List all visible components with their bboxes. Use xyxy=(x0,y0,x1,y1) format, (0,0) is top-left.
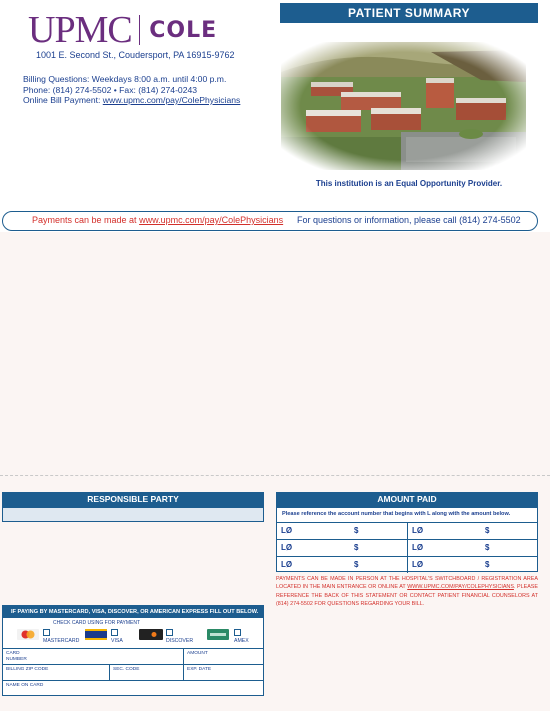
logo-cole-text: COLE xyxy=(149,17,218,43)
payments-text: Payments can be made at xyxy=(32,215,137,225)
mastercard-checkbox[interactable] xyxy=(43,629,50,636)
upmc-cole-logo xyxy=(28,10,217,50)
amex-icon xyxy=(207,629,229,640)
account-prefix: LØ xyxy=(412,543,424,552)
responsible-party-field[interactable] xyxy=(2,507,264,522)
amex-checkbox[interactable] xyxy=(234,629,241,636)
visa-checkbox[interactable] xyxy=(111,629,118,636)
account-amount-field[interactable] xyxy=(407,523,537,539)
dollar-sign: $ xyxy=(354,526,359,535)
credit-card-form xyxy=(2,605,264,696)
account-amount-field[interactable] xyxy=(407,540,537,556)
billing-questions-hours: Billing Questions: Weekdays 8:00 a.m. until 4:00 p.m. xyxy=(23,74,227,84)
phone-fax-line: Phone: (814) 274-5502 • Fax: (814) 274-0243 xyxy=(23,84,198,95)
card-number-field[interactable]: CARD NUMBER xyxy=(6,651,27,662)
logo-separator xyxy=(139,15,141,45)
tear-off-line xyxy=(0,475,550,476)
responsible-party-header: RESPONSIBLE PARTY xyxy=(2,492,264,507)
questions-phone-text: For questions or information, please call (814) 274-5502 xyxy=(297,215,521,225)
amount-paid-instructions: Please reference the account number that begins with L along with the amount below. xyxy=(282,511,511,517)
mastercard-label: MASTERCARD xyxy=(43,638,80,644)
amount-row xyxy=(277,522,537,539)
account-prefix: LØ xyxy=(412,560,424,569)
account-amount-field[interactable] xyxy=(277,523,407,539)
account-prefix: LØ xyxy=(281,526,293,535)
disclaimer-text-2: . PLEASE REFERENCE THE BACK OF THIS STATEMENT OR CONTACT PATIENT FINANCIAL COUNSELORS AT (814) 274-5502 FOR QUESTIONS REGARDING YOUR BILL. xyxy=(276,584,538,608)
account-prefix: LØ xyxy=(281,543,293,552)
dollar-sign: $ xyxy=(354,543,359,552)
mastercard-icon xyxy=(17,629,39,640)
disclaimer-link[interactable]: WWW.UPMC.COM/PAY/COLEPHYSICIANS xyxy=(407,584,514,591)
disclaimer-text-1: PAYMENTS CAN BE MADE IN PERSON AT THE HOSPITAL'S SWITCHBOARD / REGISTRATION AREA LOCATED IN THE MAIN ENTRANCE OR ONLINE AT xyxy=(276,576,538,591)
amount-row xyxy=(277,539,537,556)
card-type-options xyxy=(3,627,263,647)
dollar-sign: $ xyxy=(485,543,490,552)
billing-contact-block xyxy=(23,74,240,106)
account-amount-field[interactable] xyxy=(277,540,407,556)
payment-disclaimer xyxy=(276,575,538,609)
payments-link[interactable]: www.upmc.com/pay/ColePhysicians xyxy=(139,215,284,225)
online-bill-payment-line xyxy=(23,95,240,106)
payments-info xyxy=(32,212,283,229)
logo-upmc-text: UPMC xyxy=(28,9,132,51)
account-amount-field[interactable] xyxy=(407,557,537,573)
discover-checkbox[interactable] xyxy=(166,629,173,636)
cc-row xyxy=(3,680,263,696)
equal-opportunity-statement: This institution is an Equal Opportunity Provider. xyxy=(315,179,503,188)
visa-label: VISA xyxy=(111,638,123,644)
amount-paid-header: AMOUNT PAID xyxy=(276,492,538,507)
visa-icon xyxy=(85,629,107,640)
dollar-sign: $ xyxy=(485,526,490,535)
patient-summary-title: PATIENT SUMMARY xyxy=(280,3,538,23)
billing-zip-field[interactable]: BILLING ZIP CODE xyxy=(6,667,49,672)
amount-field[interactable]: AMOUNT xyxy=(183,649,263,664)
credit-card-form-title: IF PAYING BY MASTERCARD, VISA, DISCOVER, OR AMERICAN EXPRESS FILL OUT BELOW. xyxy=(3,606,263,618)
online-payment-label: Online Bill Payment: xyxy=(23,95,101,105)
discover-label: DISCOVER xyxy=(166,638,194,644)
online-payment-link[interactable]: www.upmc.com/pay/ColePhysicians xyxy=(102,95,241,105)
exp-date-field[interactable]: EXP. DATE xyxy=(183,665,263,680)
amount-row xyxy=(277,556,537,573)
check-card-instruction: CHECK CARD USING FOR PAYMENT xyxy=(53,620,141,626)
payment-info-banner xyxy=(2,211,538,231)
facility-address: 1001 E. Second St., Coudersport, PA 16915-9762 xyxy=(36,50,235,60)
dollar-sign: $ xyxy=(485,560,490,569)
dollar-sign: $ xyxy=(354,560,359,569)
sec-code-field[interactable]: SEC. CODE xyxy=(109,665,183,680)
account-prefix: LØ xyxy=(281,560,293,569)
amount-paid-table xyxy=(276,507,538,572)
name-on-card-field[interactable]: NAME ON CARD xyxy=(6,683,44,688)
hospital-aerial-photo xyxy=(281,42,526,170)
amex-label: AMEX xyxy=(234,638,249,644)
account-amount-field[interactable] xyxy=(277,557,407,573)
account-prefix: LØ xyxy=(412,526,424,535)
discover-icon xyxy=(139,629,163,640)
cc-row xyxy=(3,648,263,664)
cc-row xyxy=(3,664,263,680)
